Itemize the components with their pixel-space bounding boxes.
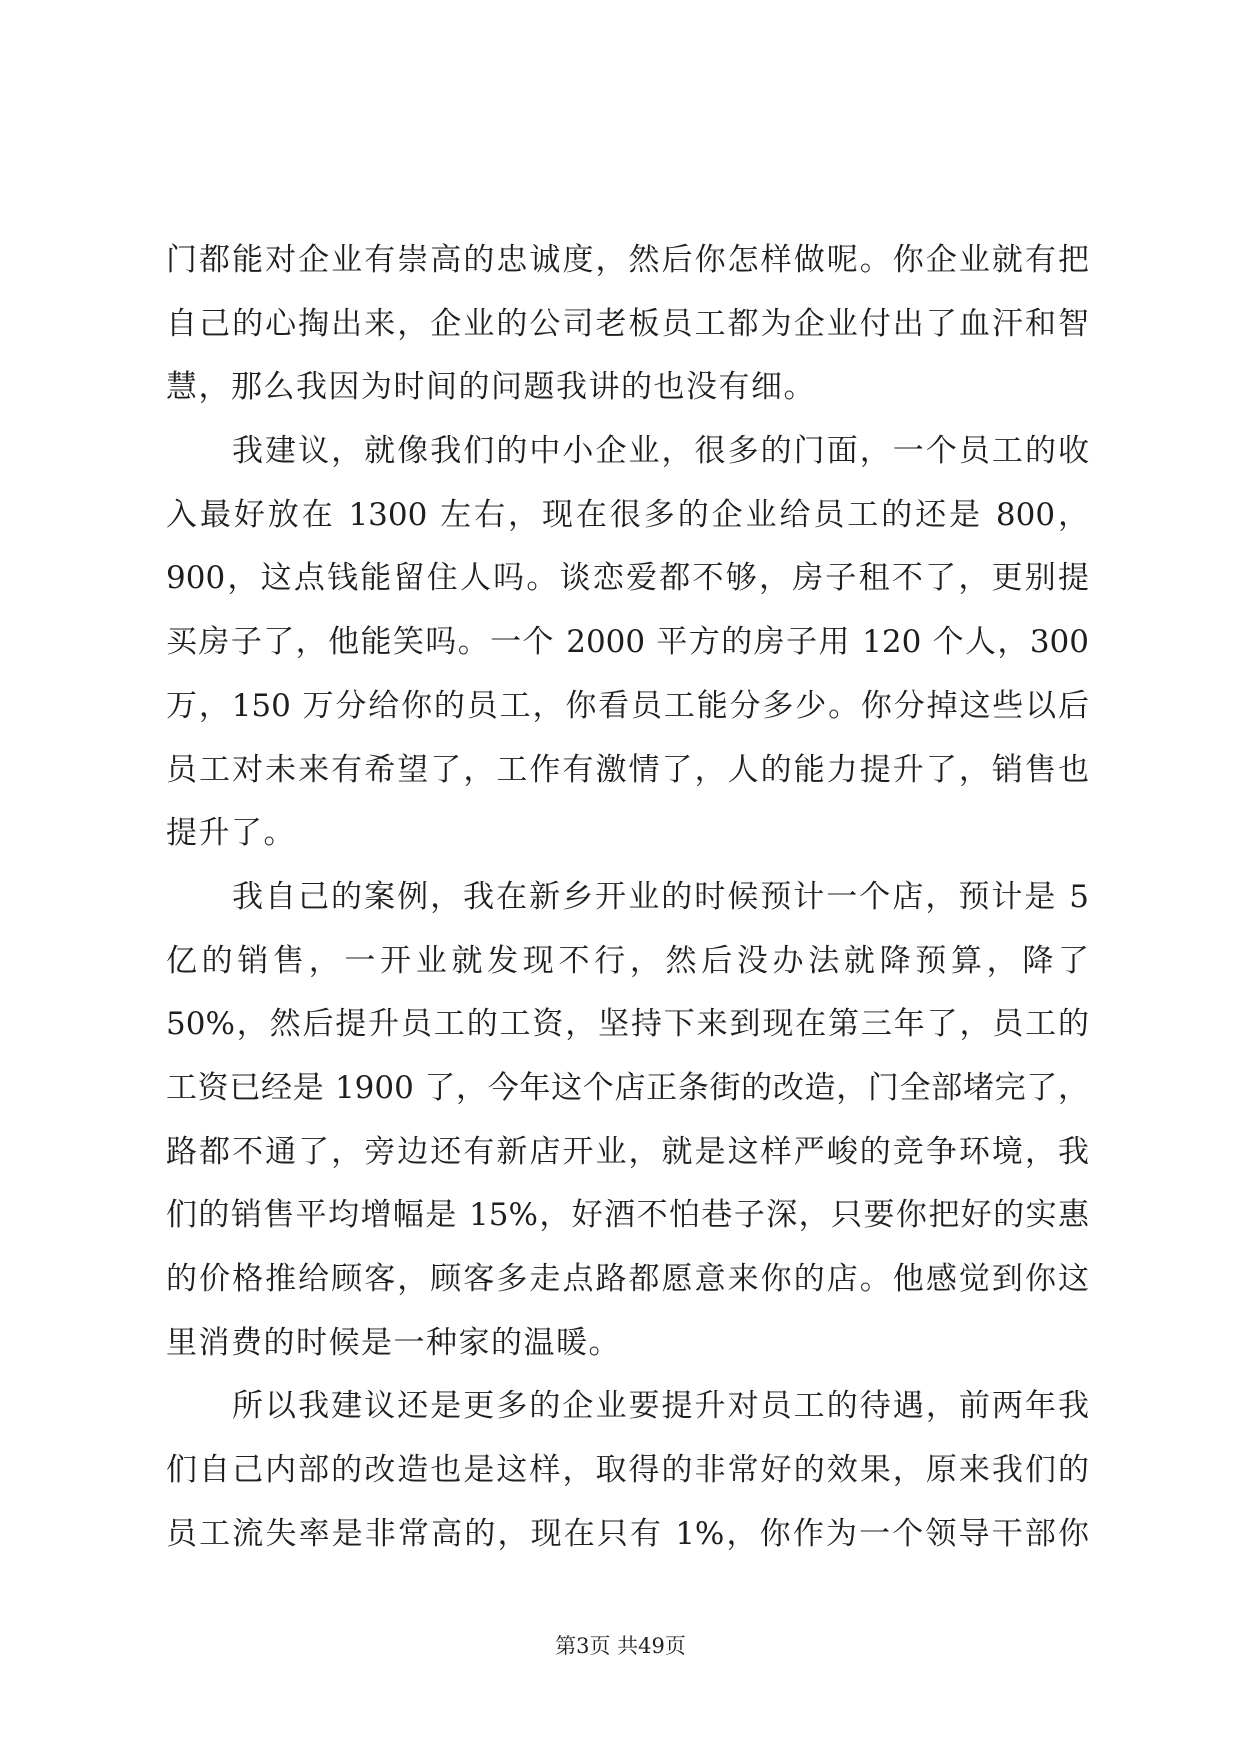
text-line: 里消费的时候是一种家的温暖。 xyxy=(166,1324,621,1361)
text-line: 亿的销售，一开业就发现不行，然后没办法就降预算，降了 xyxy=(166,942,1089,979)
text-line: 路都不通了，旁边还有新店开业，就是这样严峻的竞争环境，我 xyxy=(166,1133,1089,1170)
text-line: 慧，那么我因为时间的问题我讲的也没有细。 xyxy=(166,369,816,406)
text-line: 买房子了，他能笑吗。一个 2000 平方的房子用 120 个人，300 xyxy=(166,624,1089,661)
text-line: 员工流失率是非常高的，现在只有 1%，你作为一个领导干部你 xyxy=(166,1515,1089,1552)
text-line: 我建议，就像我们的中小企业，很多的门面，一个员工的收 xyxy=(232,433,1089,470)
text-line: 的价格推给顾客，顾客多走点路都愿意来你的店。他感觉到你这 xyxy=(166,1261,1089,1297)
text-line: 所以我建议还是更多的企业要提升对员工的待遇，前两年我 xyxy=(232,1388,1089,1425)
paragraph xyxy=(166,1375,1089,1566)
paragraph xyxy=(166,420,1089,866)
text-line: 900，这点钱能留住人吗。谈恋爱都不够，房子租不了，更别提 xyxy=(166,560,1089,597)
paragraph xyxy=(166,229,1089,420)
text-line: 们自己内部的改造也是这样，取得的非常好的效果，原来我们的 xyxy=(166,1452,1089,1489)
document-body xyxy=(166,229,1089,1566)
text-line: 提升了。 xyxy=(166,815,296,852)
text-line: 入最好放在 1300 左右，现在很多的企业给员工的还是 800， xyxy=(166,496,1089,533)
page-number: 第3页 共49页 xyxy=(555,1634,686,1658)
paragraph xyxy=(166,866,1089,1376)
text-line: 们的销售平均增幅是 15%，好酒不怕巷子深，只要你把好的实惠 xyxy=(166,1197,1089,1234)
text-line: 自己的心掏出来，企业的公司老板员工都为企业付出了血汗和智 xyxy=(166,305,1089,342)
text-line: 万，150 万分给你的员工，你看员工能分多少。你分掉这些以后 xyxy=(166,687,1089,724)
text-line: 员工对未来有希望了，工作有激情了，人的能力提升了，销售也 xyxy=(166,751,1089,788)
text-line: 门都能对企业有崇高的忠诚度，然后你怎样做呢。你企业就有把 xyxy=(166,242,1089,278)
page-footer xyxy=(0,1631,1241,1661)
text-line: 我自己的案例，我在新乡开业的时候预计一个店，预计是 5 xyxy=(232,878,1089,915)
text-line: 50%，然后提升员工的工资，坚持下来到现在第三年了，员工的 xyxy=(166,1006,1089,1043)
text-line: 工资已经是 1900 了，今年这个店正条街的改造，门全部堵完了， xyxy=(166,1069,1089,1106)
